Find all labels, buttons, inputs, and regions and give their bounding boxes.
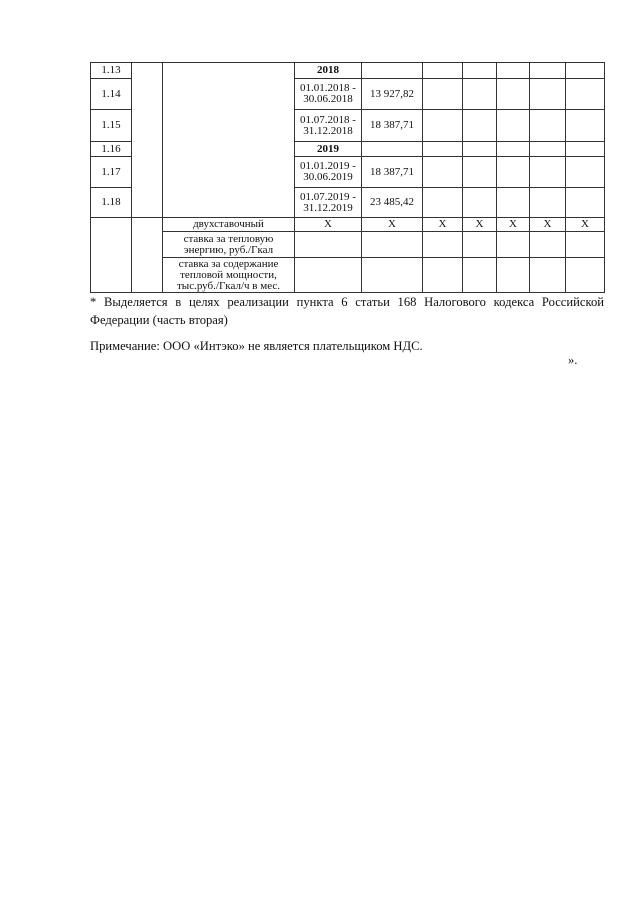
empty-cell <box>530 188 566 218</box>
empty-cell <box>530 258 566 293</box>
empty-cell <box>497 142 530 157</box>
empty-cell <box>530 232 566 258</box>
blank-cell <box>163 63 295 218</box>
period-label: 01.07.2018 - 31.12.2018 <box>295 110 362 142</box>
two-part-label: двухставочный <box>163 218 295 232</box>
empty-cell <box>463 157 497 188</box>
table-row <box>91 232 605 258</box>
empty-cell <box>463 79 497 110</box>
empty-cell <box>497 232 530 258</box>
table-row <box>91 258 605 293</box>
empty-cell <box>362 232 423 258</box>
value-cell: 18 387,71 <box>362 157 423 188</box>
empty-cell <box>566 142 605 157</box>
empty-cell <box>295 258 362 293</box>
row-number: 1.13 <box>91 63 132 79</box>
value-cell <box>362 63 423 79</box>
vat-note: Примечание: ООО «Интэко» не является плательщиком НДС. <box>90 339 423 353</box>
empty-cell <box>423 157 463 188</box>
empty-cell <box>362 258 423 293</box>
row-number: 1.17 <box>91 157 132 188</box>
empty-cell <box>463 142 497 157</box>
closing-quote: ». <box>568 353 578 367</box>
empty-cell <box>497 157 530 188</box>
value-cell <box>362 142 423 157</box>
year-label: 2019 <box>295 142 362 157</box>
row-number: 1.18 <box>91 188 132 218</box>
empty-cell <box>423 258 463 293</box>
value-cell: 13 927,82 <box>362 79 423 110</box>
empty-cell <box>497 188 530 218</box>
period-label: 01.01.2018 - 30.06.2018 <box>295 79 362 110</box>
empty-cell <box>530 157 566 188</box>
empty-cell <box>566 157 605 188</box>
empty-cell <box>463 232 497 258</box>
empty-cell <box>566 188 605 218</box>
empty-cell <box>423 63 463 79</box>
x-mark: X <box>530 218 566 232</box>
x-mark: X <box>497 218 530 232</box>
empty-cell <box>423 188 463 218</box>
empty-cell <box>463 110 497 142</box>
period-label: 01.01.2019 - 30.06.2019 <box>295 157 362 188</box>
empty-cell <box>463 258 497 293</box>
rate-capacity-label: ставка за содержание тепловой мощности, тыс.руб./Гкал/ч в мес. <box>163 258 295 293</box>
empty-cell <box>530 63 566 79</box>
x-mark: X <box>566 218 605 232</box>
empty-cell <box>423 232 463 258</box>
x-mark: X <box>362 218 423 232</box>
value-cell: 18 387,71 <box>362 110 423 142</box>
empty-cell <box>497 63 530 79</box>
tariff-table <box>90 62 605 293</box>
empty-cell <box>497 79 530 110</box>
empty-cell <box>530 79 566 110</box>
blank-cell <box>132 218 163 293</box>
empty-cell <box>423 110 463 142</box>
row-number: 1.16 <box>91 142 132 157</box>
row-number: 1.15 <box>91 110 132 142</box>
empty-cell <box>566 79 605 110</box>
empty-cell <box>566 232 605 258</box>
empty-cell <box>423 142 463 157</box>
empty-cell <box>566 258 605 293</box>
footnote: * Выделяется в целях реализации пункта 6 статьи 168 Налогового кодекса Российской Федерации (часть вторая) <box>90 295 604 327</box>
empty-cell <box>530 142 566 157</box>
x-mark: X <box>295 218 362 232</box>
x-mark: X <box>423 218 463 232</box>
blank-cell <box>132 63 163 218</box>
empty-cell <box>497 110 530 142</box>
value-cell: 23 485,42 <box>362 188 423 218</box>
period-label: 01.07.2019 - 31.12.2019 <box>295 188 362 218</box>
empty-cell <box>295 232 362 258</box>
empty-cell <box>497 258 530 293</box>
empty-cell <box>530 110 566 142</box>
table-row <box>91 218 605 232</box>
empty-cell <box>566 110 605 142</box>
x-mark: X <box>463 218 497 232</box>
row-number: 1.14 <box>91 79 132 110</box>
empty-cell <box>423 79 463 110</box>
empty-cell <box>463 63 497 79</box>
empty-cell <box>463 188 497 218</box>
rate-energy-label: ставка за тепловую энергию, руб./Гкал <box>163 232 295 258</box>
empty-cell <box>566 63 605 79</box>
year-label: 2018 <box>295 63 362 79</box>
table-row <box>91 63 605 79</box>
blank-cell <box>91 218 132 293</box>
